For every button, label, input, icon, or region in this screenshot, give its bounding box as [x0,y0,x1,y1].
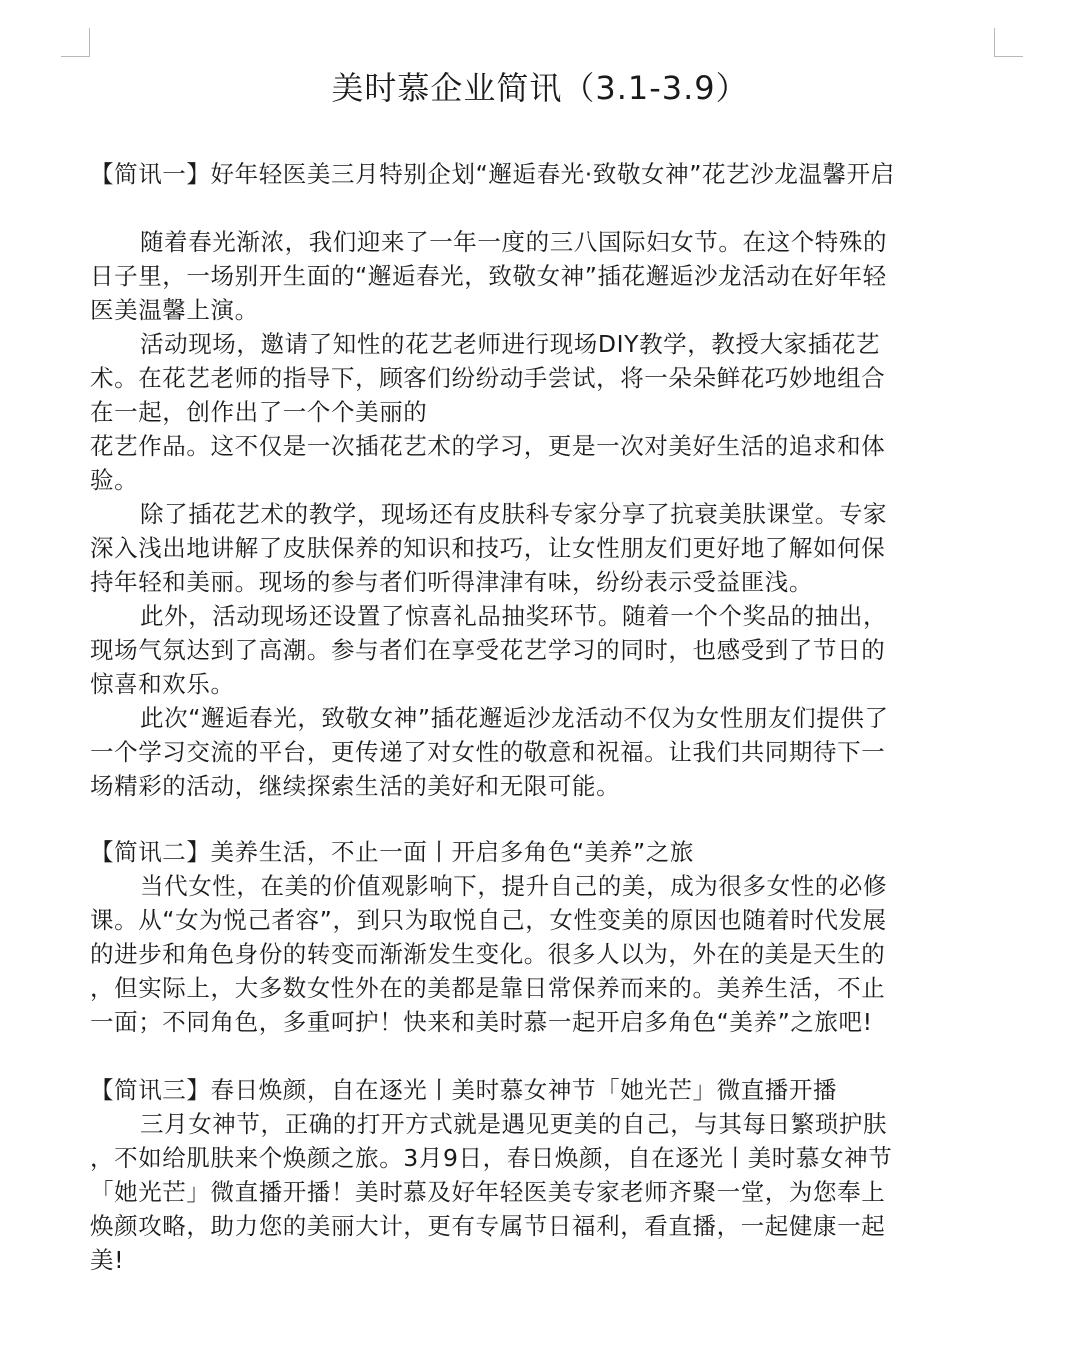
paragraph-line: 术。在花艺老师的指导下，顾客们纷纷动手尝试，将一朵朵鲜花巧妙地组合 [90,364,886,392]
paragraph-line: 当代女性，在美的价值观影响下，提升自己的美，成为很多女性的必修 [140,872,888,900]
section-3-heading: 【简讯三】春日焕颜，自在逐光丨美时慕女神节「她光芒」微直播开播 [90,1076,838,1104]
page-corner-mark-top-right [994,28,1023,57]
paragraph-line: 日子里，一场别开生面的“邂逅春光，致敬女神”插花邂逅沙龙活动在好年轻 [90,262,887,290]
paragraph-line: 深入浅出地讲解了皮肤保养的知识和技巧，让女性朋友们更好地了解如何保 [90,534,886,562]
paragraph-line: 的进步和角色身份的转变而渐渐发生变化。很多人以为，外在的美是天生的 [90,940,886,968]
paragraph-line: 在一起，创作出了一个个美丽的 [90,398,428,426]
paragraph-line: 持年轻和美丽。现场的参与者们听得津津有味，纷纷表示受益匪浅。 [90,568,813,596]
paragraph-line: 此外，活动现场还设置了惊喜礼品抽奖环节。随着一个个奖品的抽出， [140,602,888,630]
paragraph-line: 花艺作品。这不仅是一次插花艺术的学习，更是一次对美好生活的追求和体 [90,432,886,460]
paragraph-line: 验。 [90,466,139,494]
paragraph-line: 场精彩的活动，继续探索生活的美好和无限可能。 [90,772,621,800]
paragraph-line: 惊喜和欢乐。 [90,670,235,698]
paragraph-line: 现场气氛达到了高潮。参与者们在享受花艺学习的同时，也感受到了节日的 [90,636,886,664]
section-1-heading: 【简讯一】好年轻医美三月特别企划“邂逅春光·致敬女神”花艺沙龙温馨开启 [90,160,895,188]
paragraph-line: 焕颜攻略，助力您的美丽大计，更有专属节日福利，看直播，一起健康一起 [90,1212,886,1240]
paragraph-line: ，但实际上，大多数女性外在的美都是靠日常保养而来的。美养生活，不止 [90,974,886,1002]
paragraph-line: 此次“邂逅春光，致敬女神”插花邂逅沙龙活动不仅为女性朋友们提供了 [140,704,889,732]
paragraph-line: 医美温馨上演。 [90,296,259,324]
paragraph-line: 活动现场，邀请了知性的花艺老师进行现场DIY教学，教授大家插花艺 [140,330,881,358]
paragraph-line: 随着春光渐浓，我们迎来了一年一度的三八国际妇女节。在这个特殊的 [140,228,888,256]
paragraph-line: 「她光芒」微直播开播！美时慕及好年轻医美专家老师齐聚一堂，为您奉上 [90,1178,886,1206]
document-title: 美时慕企业简讯（3.1-3.9） [331,69,749,107]
paragraph-line: 一面；不同角色，多重呵护！快来和美时慕一起开启多角色“美养”之旅吧! [90,1008,873,1036]
paragraph-line: ，不如给肌肤来个焕颜之旅。3月9日，春日焕颜，自在逐光丨美时慕女神节 [90,1144,893,1172]
section-2-heading: 【简讯二】美养生活，不止一面丨开启多角色“美养”之旅 [90,838,694,866]
paragraph-line: 三月女神节，正确的打开方式就是遇见更美的自己，与其每日繁琐护肤 [140,1110,888,1138]
paragraph-line: 除了插花艺术的教学，现场还有皮肤科专家分享了抗衰美肤课堂。专家 [140,500,888,528]
paragraph-line: 美! [90,1246,125,1274]
page-corner-mark-top-left [61,28,90,57]
paragraph-line: 课。从“女为悦己者容”，到只为取悦自己，女性变美的原因也随着时代发展 [90,906,887,934]
paragraph-line: 一个学习交流的平台，更传递了对女性的敬意和祝福。让我们共同期待下一 [90,738,886,766]
